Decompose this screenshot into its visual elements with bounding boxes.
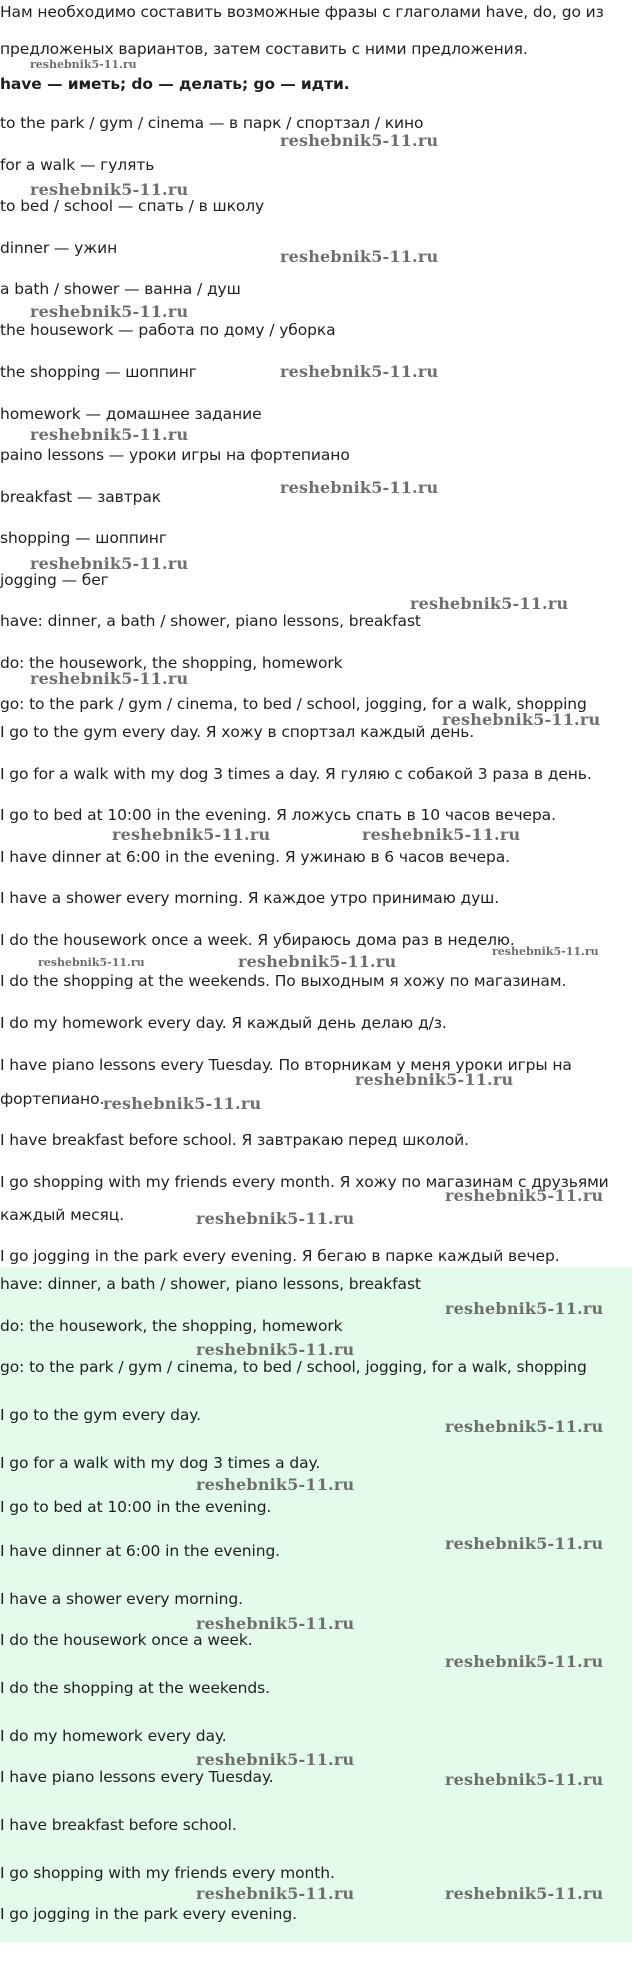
- answer-sentence: I go for a walk with my dog 3 times a day.: [0, 1454, 321, 1472]
- watermark: reshebnik5-11.ru: [445, 1770, 604, 1789]
- vocab-item: homework — домашнее задание: [0, 405, 262, 423]
- answer-sentence: I go jogging in the park every evening.: [0, 1905, 297, 1923]
- sentence-continuation: каждый месяц.: [0, 1206, 125, 1224]
- watermark: reshebnik5-11.ru: [445, 1534, 604, 1553]
- watermark: reshebnik5-11.ru: [196, 1475, 355, 1494]
- sentence: I do my homework every day. Я каждый день делаю д/з.: [0, 1014, 447, 1032]
- answer-group-have: have: dinner, a bath / shower, piano lessons, breakfast: [0, 1275, 421, 1293]
- group-have: have: dinner, a bath / shower, piano lessons, breakfast: [0, 612, 421, 630]
- watermark: reshebnik5-11.ru: [196, 1614, 355, 1633]
- watermark: reshebnik5-11.ru: [238, 952, 397, 971]
- answer-sentence: I have breakfast before school.: [0, 1816, 237, 1834]
- group-go: go: to the park / gym / cinema, to bed / school, jogging, for a walk, shopping: [0, 695, 587, 713]
- sentence: I go shopping with my friends every month. Я хожу по магазинам с друзьями: [0, 1173, 609, 1191]
- answer-sentence: I have piano lessons every Tuesday.: [0, 1768, 274, 1786]
- answer-sentence: I go to the gym every day.: [0, 1406, 201, 1424]
- watermark: reshebnik5-11.ru: [445, 1884, 604, 1903]
- watermark: reshebnik5-11.ru: [30, 58, 137, 71]
- watermark: reshebnik5-11.ru: [30, 554, 189, 573]
- watermark: reshebnik5-11.ru: [445, 1417, 604, 1436]
- watermark: reshebnik5-11.ru: [196, 1209, 355, 1228]
- watermark: reshebnik5-11.ru: [280, 362, 439, 381]
- watermark: reshebnik5-11.ru: [112, 825, 271, 844]
- sentence: I have a shower every morning. Я каждое утро принимаю душ.: [0, 889, 500, 907]
- vocab-item: to bed / school — спать / в школу: [0, 197, 265, 215]
- watermark: reshebnik5-11.ru: [445, 1652, 604, 1671]
- answer-sentence: I do the housework once a week.: [0, 1631, 253, 1649]
- watermark: reshebnik5-11.ru: [38, 956, 145, 969]
- vocab-item: a bath / shower — ванна / душ: [0, 280, 241, 298]
- answer-group-go: go: to the park / gym / cinema, to bed / school, jogging, for a walk, shopping: [0, 1358, 587, 1376]
- sentence: I have dinner at 6:00 in the evening. Я ужинаю в 6 часов вечера.: [0, 848, 510, 866]
- sentence: I go for a walk with my dog 3 times a day. Я гуляю с собакой 3 раза в день.: [0, 765, 592, 783]
- sentence: I do the shopping at the weekends. По выходным я хожу по магазинам.: [0, 972, 567, 990]
- watermark: reshebnik5-11.ru: [103, 1094, 262, 1113]
- intro-line-1: Нам необходимо составить возможные фразы с глаголами have, do, go из: [0, 3, 604, 21]
- answer-sentence: I have dinner at 6:00 in the evening.: [0, 1542, 281, 1560]
- watermark: reshebnik5-11.ru: [280, 478, 439, 497]
- answer-group-do: do: the housework, the shopping, homework: [0, 1317, 343, 1335]
- watermark: reshebnik5-11.ru: [362, 825, 521, 844]
- watermark: reshebnik5-11.ru: [196, 1340, 355, 1359]
- watermark: reshebnik5-11.ru: [196, 1884, 355, 1903]
- watermark: reshebnik5-11.ru: [30, 425, 189, 444]
- watermark: reshebnik5-11.ru: [30, 669, 189, 688]
- vocab-item: the housework — работа по дому / уборка: [0, 321, 336, 339]
- sentence: I have piano lessons every Tuesday. По вторникам у меня уроки игры на: [0, 1056, 572, 1074]
- watermark: reshebnik5-11.ru: [442, 710, 601, 729]
- answer-sentence: I have a shower every morning.: [0, 1590, 243, 1608]
- group-do: do: the housework, the shopping, homework: [0, 654, 343, 672]
- watermark: reshebnik5-11.ru: [355, 1070, 514, 1089]
- answer-sentence: I do my homework every day.: [0, 1727, 227, 1745]
- watermark: reshebnik5-11.ru: [280, 247, 439, 266]
- sentence-continuation: фортепиано.: [0, 1090, 105, 1108]
- vocab-item: to the park / gym / cinema — в парк / спортзал / кино: [0, 114, 424, 132]
- watermark: reshebnik5-11.ru: [445, 1299, 604, 1318]
- vocab-item: shopping — шоппинг: [0, 529, 167, 547]
- watermark: reshebnik5-11.ru: [30, 302, 189, 321]
- watermark: reshebnik5-11.ru: [196, 1750, 355, 1769]
- vocab-item: jogging — бег: [0, 571, 109, 589]
- sentence: I do the housework once a week. Я убираюсь дома раз в неделю.: [0, 931, 515, 949]
- sentence: I go jogging in the park every evening. Я бегаю в парке каждый вечер.: [0, 1247, 560, 1265]
- answer-sentence: I do the shopping at the weekends.: [0, 1679, 270, 1697]
- vocab-item: dinner — ужин: [0, 239, 118, 257]
- watermark: reshebnik5-11.ru: [492, 945, 599, 958]
- watermark: reshebnik5-11.ru: [280, 131, 439, 150]
- vocab-item: for a walk — гулять: [0, 156, 155, 174]
- vocab-item: paino lessons — уроки игры на фортепиано: [0, 446, 350, 464]
- sentence: I go to the gym every day. Я хожу в спортзал каждый день.: [0, 723, 475, 741]
- intro-line-2: предложеных вариантов, затем составить с ними предложения.: [0, 40, 528, 58]
- vocab-item: the shopping — шоппинг: [0, 363, 197, 381]
- watermark: reshebnik5-11.ru: [445, 1186, 604, 1205]
- answer-sentence: I go to bed at 10:00 in the evening.: [0, 1498, 272, 1516]
- sentence: I go to bed at 10:00 in the evening. Я ложусь спать в 10 часов вечера.: [0, 806, 556, 824]
- watermark: reshebnik5-11.ru: [410, 594, 569, 613]
- verb-translation: have — иметь; do — делать; go — идти.: [0, 75, 350, 93]
- vocab-item: breakfast — завтрак: [0, 488, 162, 506]
- sentence: I have breakfast before school. Я завтракаю перед школой.: [0, 1131, 469, 1149]
- watermark: reshebnik5-11.ru: [30, 180, 189, 199]
- answer-sentence: I go shopping with my friends every month.: [0, 1864, 335, 1882]
